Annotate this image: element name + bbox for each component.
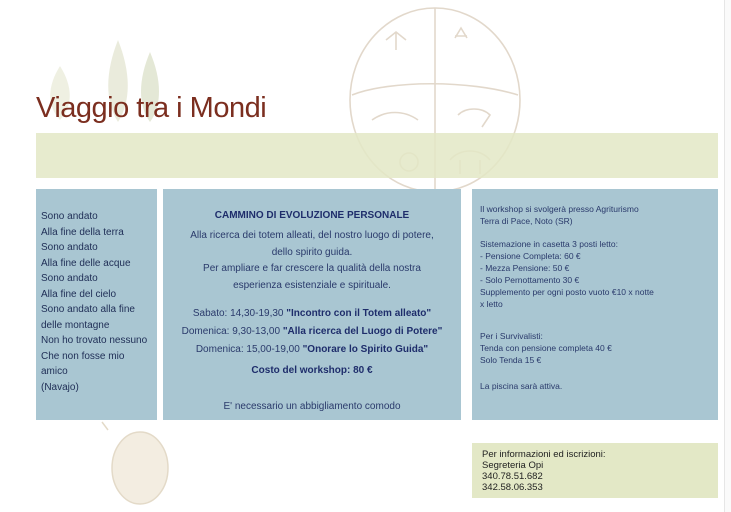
survival-prices <box>480 330 710 366</box>
header-band <box>36 133 718 178</box>
schedule-time: Domenica: 9,30-13,00 <box>181 326 283 337</box>
poem-line: Sono andato <box>41 211 98 222</box>
poem-line: Alla fine delle acque <box>41 257 131 269</box>
intro-line: esperienza esistenziale e spirituale. <box>233 279 391 291</box>
workshop-cost: Costo del workshop: 80 € <box>251 365 373 376</box>
price-line: - Solo Pernottamento 30 € <box>480 275 580 285</box>
schedule-row <box>163 305 461 323</box>
poem-line: Che non fosse mio <box>41 350 125 362</box>
poem-panel <box>36 189 157 420</box>
schedule-session: "Incontro con il Totem alleato" <box>286 308 432 319</box>
price-line: - Mezza Pensione: 50 € <box>480 263 570 273</box>
poem-line: Alla fine della terra <box>41 226 124 238</box>
price-line: Sistemazione in casetta 3 posti letto: <box>480 239 618 249</box>
price-line: x letto <box>480 299 503 309</box>
schedule-session: "Onorare lo Spirito Guida" <box>302 344 429 355</box>
intro-line: Per ampliare e far crescere la qualità della nostra <box>203 263 421 274</box>
location-info <box>480 203 710 227</box>
intro-line: dello spirito guida. <box>271 246 353 258</box>
workshop-panel <box>163 189 461 420</box>
schedule-time: Sabato: 14,30-19,30 <box>192 308 287 319</box>
pool-note: La piscina sarà attiva. <box>480 381 563 391</box>
poem-line: delle montagne <box>41 319 110 331</box>
price-line: Supplemento per ogni posto vuoto €10 x notte <box>480 287 654 297</box>
workshop-note: E' necessario un abbigliamento comodo <box>223 401 401 412</box>
contact-name: Segreteria Opi <box>482 460 544 471</box>
schedule-session: "Alla ricerca del Luogo di Potere" <box>282 326 443 337</box>
contact-phone: 342.58.06.353 <box>482 482 543 493</box>
poem-text <box>41 209 147 395</box>
price-line: Per i Survivalisti: <box>480 331 543 341</box>
location-line: Terra di Pace, Noto (SR) <box>480 216 573 226</box>
poem-line: Non ho trovato nessuno <box>41 335 148 346</box>
schedule-row <box>163 323 461 341</box>
price-line: Tenda con pensione completa 40 € <box>480 343 612 353</box>
contact-text <box>482 449 606 493</box>
schedule-time: Domenica: 15,00-19,00 <box>195 344 303 355</box>
poem-line: amico <box>41 366 68 377</box>
poem-line: Alla fine del cielo <box>41 288 117 300</box>
window-edge <box>724 0 731 512</box>
intro-line: Alla ricerca dei totem alleati, del nostro luogo di potere, <box>190 230 434 241</box>
poem-line: Sono andato <box>41 273 98 284</box>
contact-heading: Per informazioni ed iscrizioni: <box>482 449 606 460</box>
price-line: Solo Tenda 15 € <box>480 355 542 365</box>
page-title: Viaggio tra i Mondi <box>36 92 267 124</box>
workshop-intro <box>171 228 453 294</box>
poem-line: Sono andato <box>41 242 98 253</box>
accommodation-panel <box>472 189 718 420</box>
workshop-schedule <box>163 305 461 359</box>
contact-phone: 340.78.51.682 <box>482 471 543 482</box>
contact-box <box>472 443 718 498</box>
workshop-heading: CAMMINO DI EVOLUZIONE PERSONALE <box>214 210 410 221</box>
schedule-row <box>163 341 461 359</box>
price-line: - Pensione Completa: 60 € <box>480 251 581 261</box>
poem-line: Sono andato alla fine <box>41 304 135 315</box>
room-prices <box>480 238 710 310</box>
location-line: Il workshop si svolgerà presso Agriturismo <box>480 204 639 214</box>
drum-illustration <box>102 422 168 504</box>
poem-attribution: (Navajo) <box>41 381 79 393</box>
